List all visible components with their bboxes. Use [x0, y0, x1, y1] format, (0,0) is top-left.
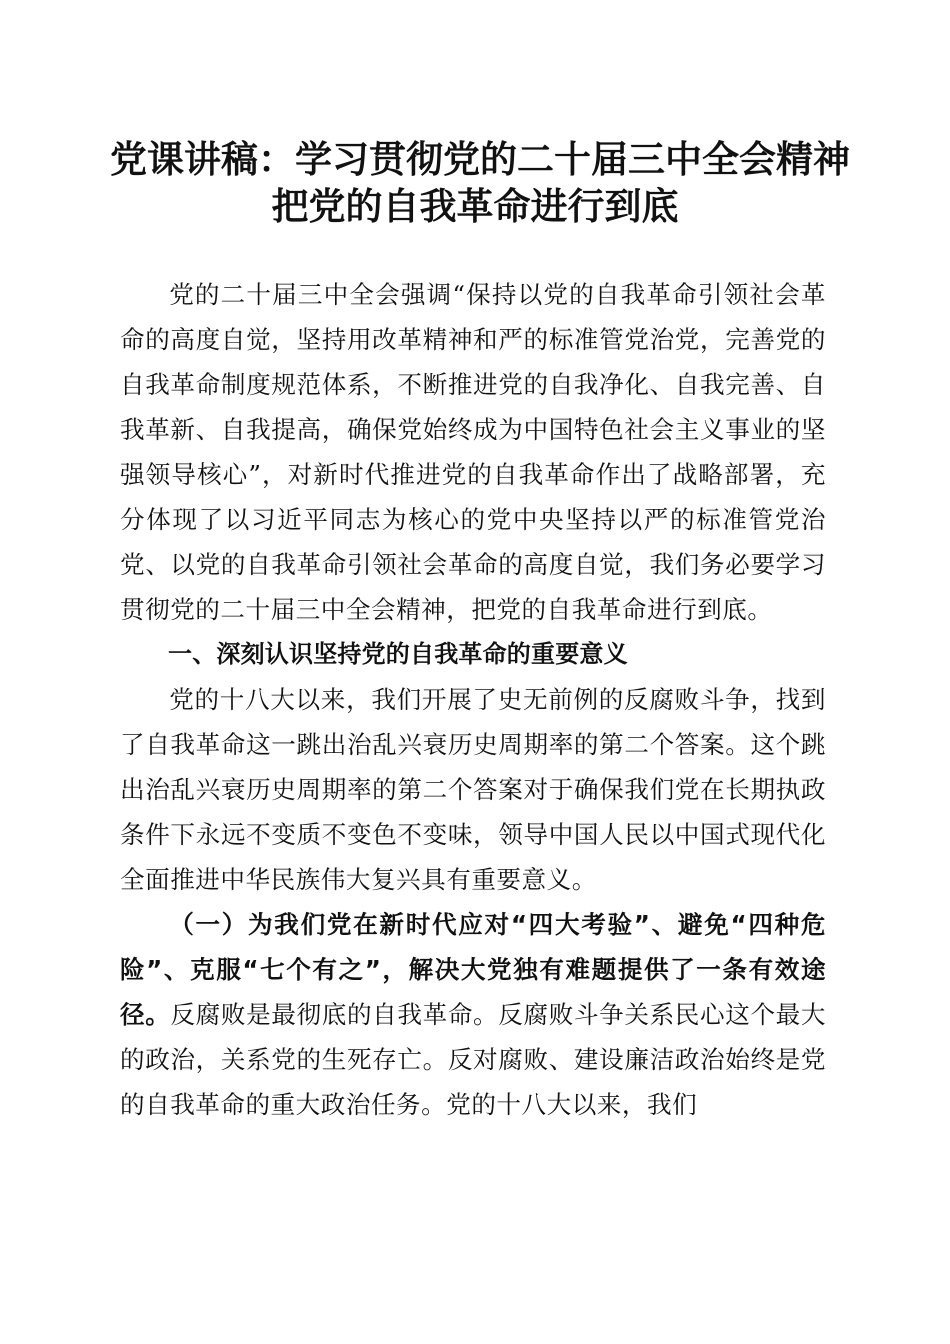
section-1-heading: 一、深刻认识坚持党的自我革命的重要意义	[168, 640, 628, 668]
section-1-paragraph: 党的十八大以来，我们开展了史无前例的反腐败斗争，找到了自我革命这一跳出治乱兴衰历史周期率的第二个答案。这个跳出治乱兴衰历史周期率的第二个答案对于确保我们党在长期执政条件下永远不变质不变色不变味，领导中国人民以中国式现代化全面推进中华民族伟大复兴具有重要意义。	[120, 685, 826, 894]
subsection-1-title: （一）为我们党在新时代应对“四大考验”、避免“四种危险”、克服“七个有之”，解决大党独有难题提供了一条有效途径。	[120, 910, 826, 1029]
intro-paragraph: 党的二十届三中全会强调“保持以党的自我革命引领社会革命的高度自觉，坚持用改革精神和严的标准管党治党，完善党的自我革命制度规范体系，不断推进党的自我净化、自我完善、自我革新、自我提高，确保党始终成为中国特色社会主义事业的坚强领导核心”，对新时代推进党的自我革命作出了战略部署，充分体现了以习近平同志为核心的党中央坚持以严的标准管党治党、以党的自我革命引领社会革命的高度自觉，我们务必要学习贯彻党的二十届三中全会精神，把党的自我革命进行到底。	[120, 280, 826, 624]
title-line-1: 党课讲稿：学习贯彻党的二十届三中全会精神	[110, 138, 850, 181]
document-body	[120, 272, 826, 1127]
subsection-1-body: 反腐败是最彻底的自我革命。反腐败斗争关系民心这个最大的政治，关系党的生死存亡。反对腐败、建设廉洁政治始终是党的自我革命的重大政治任务。党的十八大以来，我们	[120, 1000, 826, 1119]
subsection-1-paragraph	[120, 902, 826, 1127]
title-line-2: 把党的自我革命进行到底	[271, 185, 679, 228]
